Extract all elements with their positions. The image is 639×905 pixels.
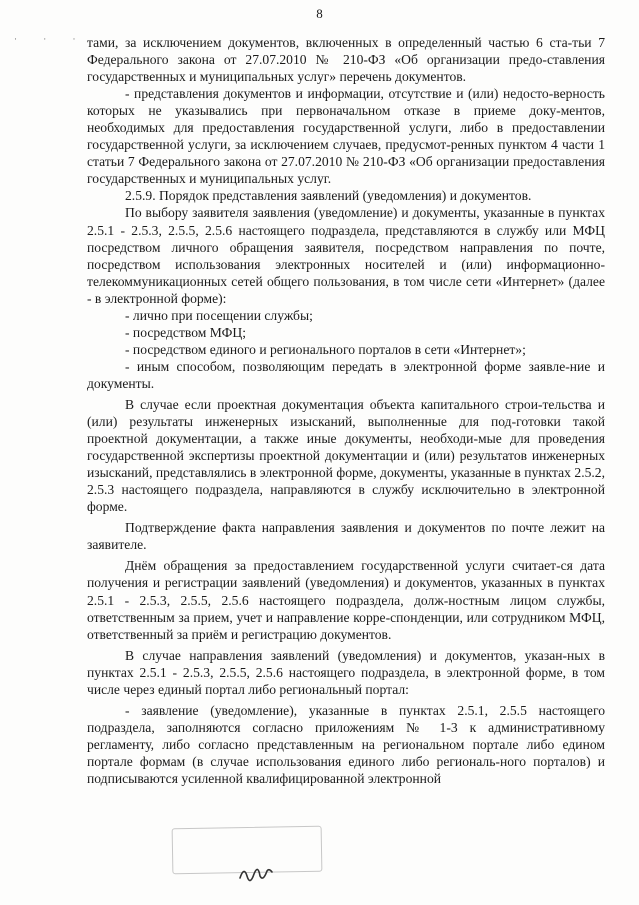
paragraph-3: 2.5.9. Порядок представления заявлений (уведомления) и документов.: [125, 188, 532, 204]
paragraph-1: тами, за исключением документов, включенных в определенный частью 6 ста-тьи 7 Федерального закона от 27.07.2010 № 210-ФЗ «Об организации предо-ставления государственных и муниципальных услуг» перечень документов.: [87, 35, 605, 85]
handwritten-signature: [236, 856, 276, 886]
paragraph-9: В случае если проектная документация объекта капитального строи-тельства и (или) результаты инженерных изысканий, выполненные для под-готовки такой проектной документации, а также иные документы, необходи-мые для проведения государственной экспертизы проектной документации и (или) результатов инженерных изысканий, представлялись в электронной форме, документы, указанные в пунктах 2.5.2, 2.5.3 настоящего подраздела, направляются в службу исключительно в электронной форме.: [87, 396, 605, 515]
paragraph-11: Днём обращения за предоставлением государственной услуги считает-ся дата получения и регистрации заявлений (уведомления) и документов, указанных в пунктах 2.5.1 - 2.5.3, 2.5.5, 2.5.6 настоящего подраздела, долж-ностным лицом службы, ответственным за прием, учет и направление корре-спонденции, или сотрудником МФЦ, ответственный за приём и регистрацию документов.: [87, 558, 605, 642]
paragraph-7: - посредством единого и регионального порталов в сети «Интернет»;: [125, 341, 526, 357]
paragraph-10: Подтверждение факта направления заявления и документов по почте лежит на заявителе.: [87, 520, 605, 553]
scan-specks: · · ·: [14, 34, 88, 44]
paragraph-6: - посредством МФЦ;: [125, 324, 247, 340]
paragraph-13: - заявление (уведомление), указанные в пунктах 2.5.1, 2.5.5 настоящего подраздела, заполняются согласно приложениям № 1-3 к административному регламенту, либо согласно представленным на региональном портале либо едином портале формам (в случае использования единого либо региональ-ного порталов) и подписываются усиленной квалифицированной электронной: [87, 702, 605, 786]
paragraph-8: - иным способом, позволяющим передать в электронной форме заявле-ние и документы.: [87, 358, 605, 391]
paragraph-5: - лично при посещении службы;: [125, 307, 313, 323]
paragraph-4: По выбору заявителя заявления (уведомление) и документы, указанные в пунктах 2.5.1 - 2.5.3, 2.5.5, 2.5.6 настоящего подраздела, представляются в службу или МФЦ посредством личного обращения заявителя, посредством направления по почте, посредством использования электронных носителей и (или) информационно-телекоммуникационных сетей общего пользования, в том числе сети «Интернет» (далее - в электронной форме):: [87, 205, 605, 306]
paragraph-2: - представления документов и информации, отсутствие и (или) недосто-верность которых не указывались при первоначальном отказе в приеме доку-ментов, необходимых для предоставления государственной услуги, либо в предоставлении государственной услуги, за исключением случаев, предусмот-ренных пунктом 4 части 1 статьи 7 Федерального закона от 27.07.2010 № 210-ФЗ «Об организации предоставления государственных и муниципальных услуг.: [87, 86, 605, 187]
document-body: [87, 34, 605, 787]
paragraph-12: В случае направления заявлений (уведомления) и документов, указан-ных в пунктах 2.5.1 - 2.5.3, 2.5.5, 2.5.6 настоящего подраздела, в электронной форме, в том числе через единый портал либо региональный портал:: [87, 647, 605, 697]
page-number: 8: [316, 6, 323, 21]
